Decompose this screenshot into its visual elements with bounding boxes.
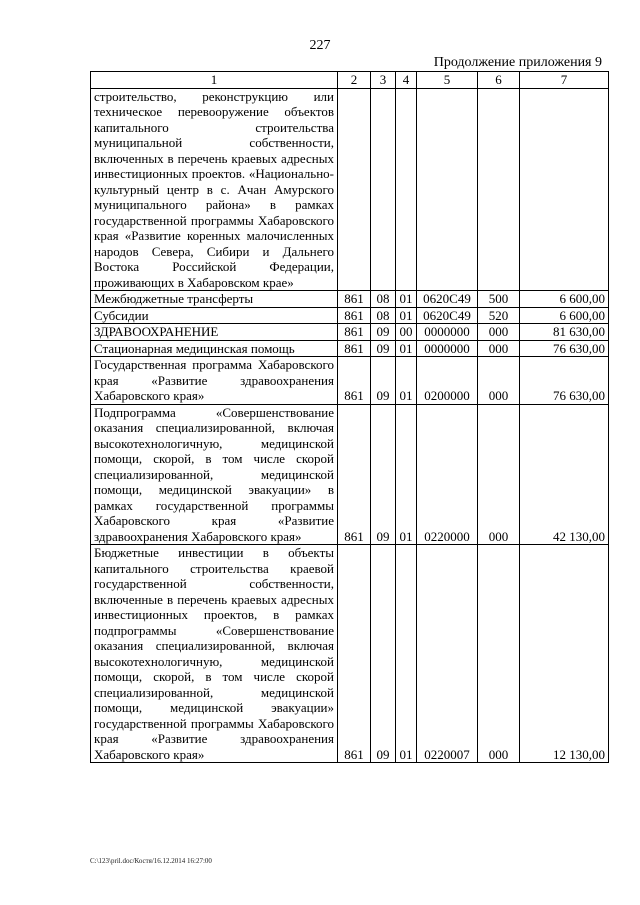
row-name: Бюджетные инвестиции в объекты капитального строительства краевой государственной собственности, включенные в перечень краевых адресных инвестиционных проектов, в рамках подпрограммы «Совершенствование оказания специализированной, включая высокотехнологичную, медицинской помощи, скорой, в том числе скорой специализированной, медицинской помощи, медицинской эвакуации» государственной программы Хабаровского края «Развитие здравоохранения Хабаровского края» <box>91 545 338 763</box>
col-ministry: 861 <box>338 340 371 357</box>
col-target: 0220007 <box>417 545 478 763</box>
col-amount: 81 630,00 <box>520 324 609 341</box>
row-name: Межбюджетные трансферты <box>91 291 338 308</box>
header-cell: 1 <box>91 72 338 89</box>
col-amount: 12 130,00 <box>520 545 609 763</box>
header-cell: 3 <box>371 72 396 89</box>
budget-table <box>90 71 609 763</box>
col-subsection: 01 <box>396 291 417 308</box>
col-ministry: 861 <box>338 291 371 308</box>
col-amount: 76 630,00 <box>520 357 609 405</box>
row-name: строительство, реконструкцию или техническое перевооружение объектов капитального строительства муниципальной собственности, включенных в перечень краевых адресных инвестиционных проектов. «Национально-культурный центр в с. Ачан Амурского муниципального района» в рамках государственной программы Хабаровского края «Развитие коренных малочисленных народов Севера, Сибири и Дальнего Востока Российской Федерации, проживающих в Хабаровском крае» <box>91 88 338 291</box>
row-name: Субсидии <box>91 307 338 324</box>
col-section: 09 <box>371 340 396 357</box>
table-row <box>91 291 609 308</box>
page-number: 227 <box>309 38 331 53</box>
col-amount: 42 130,00 <box>520 404 609 545</box>
table-row <box>91 307 609 324</box>
file-path-footer: C:\123\pril.doc/Костя/16.12.2014 16:27:00 <box>90 857 212 865</box>
row-name: ЗДРАВООХРАНЕНИЕ <box>91 324 338 341</box>
col-ministry: 861 <box>338 324 371 341</box>
col-subsection: 01 <box>396 340 417 357</box>
col-amount: 6 600,00 <box>520 307 609 324</box>
header-row <box>91 72 609 89</box>
col-section: 09 <box>371 404 396 545</box>
col-subsection: 00 <box>396 324 417 341</box>
col-expense-type: 000 <box>478 404 520 545</box>
table-row <box>91 88 609 291</box>
header-cell: 5 <box>417 72 478 89</box>
col-ministry: 861 <box>338 307 371 324</box>
col-expense-type: 000 <box>478 324 520 341</box>
appendix-note: Продолжение приложения 9 <box>433 55 602 70</box>
col-section: 08 <box>371 307 396 324</box>
col-target: 0000000 <box>417 324 478 341</box>
col-subsection: 01 <box>396 357 417 405</box>
col-ministry: 861 <box>338 404 371 545</box>
col-subsection <box>396 88 417 291</box>
table-row <box>91 340 609 357</box>
header-cell: 4 <box>396 72 417 89</box>
col-expense-type: 000 <box>478 545 520 763</box>
col-ministry: 861 <box>338 357 371 405</box>
header-cell: 2 <box>338 72 371 89</box>
col-expense-type: 000 <box>478 357 520 405</box>
col-section: 09 <box>371 357 396 405</box>
col-expense-type <box>478 88 520 291</box>
col-ministry: 861 <box>338 545 371 763</box>
col-amount: 6 600,00 <box>520 291 609 308</box>
row-name: Подпрограмма «Совершенствование оказания специализированной, включая высокотехнологичную, медицинской помощи, скорой, в том числе скорой специализированной, медицинской помощи, медицинской эвакуации» в рамках государственной программы Хабаровского края «Развитие здравоохранения Хабаровского края» <box>91 404 338 545</box>
col-amount: 76 630,00 <box>520 340 609 357</box>
row-name: Государственная программа Хабаровского края «Развитие здравоохранения Хабаровского края» <box>91 357 338 405</box>
col-target <box>417 88 478 291</box>
col-expense-type: 000 <box>478 340 520 357</box>
col-section: 08 <box>371 291 396 308</box>
col-expense-type: 520 <box>478 307 520 324</box>
row-name: Стационарная медицинская помощь <box>91 340 338 357</box>
table-row <box>91 324 609 341</box>
table-row <box>91 357 609 405</box>
col-subsection: 01 <box>396 307 417 324</box>
col-section: 09 <box>371 545 396 763</box>
col-section <box>371 88 396 291</box>
col-target: 0000000 <box>417 340 478 357</box>
col-target: 0620С49 <box>417 291 478 308</box>
col-amount <box>520 88 609 291</box>
col-section: 09 <box>371 324 396 341</box>
col-subsection: 01 <box>396 404 417 545</box>
col-target: 0200000 <box>417 357 478 405</box>
table-row <box>91 404 609 545</box>
header-cell: 6 <box>478 72 520 89</box>
header-cell: 7 <box>520 72 609 89</box>
col-expense-type: 500 <box>478 291 520 308</box>
col-ministry <box>338 88 371 291</box>
col-target: 0620С49 <box>417 307 478 324</box>
col-subsection: 01 <box>396 545 417 763</box>
table-row <box>91 545 609 763</box>
col-target: 0220000 <box>417 404 478 545</box>
